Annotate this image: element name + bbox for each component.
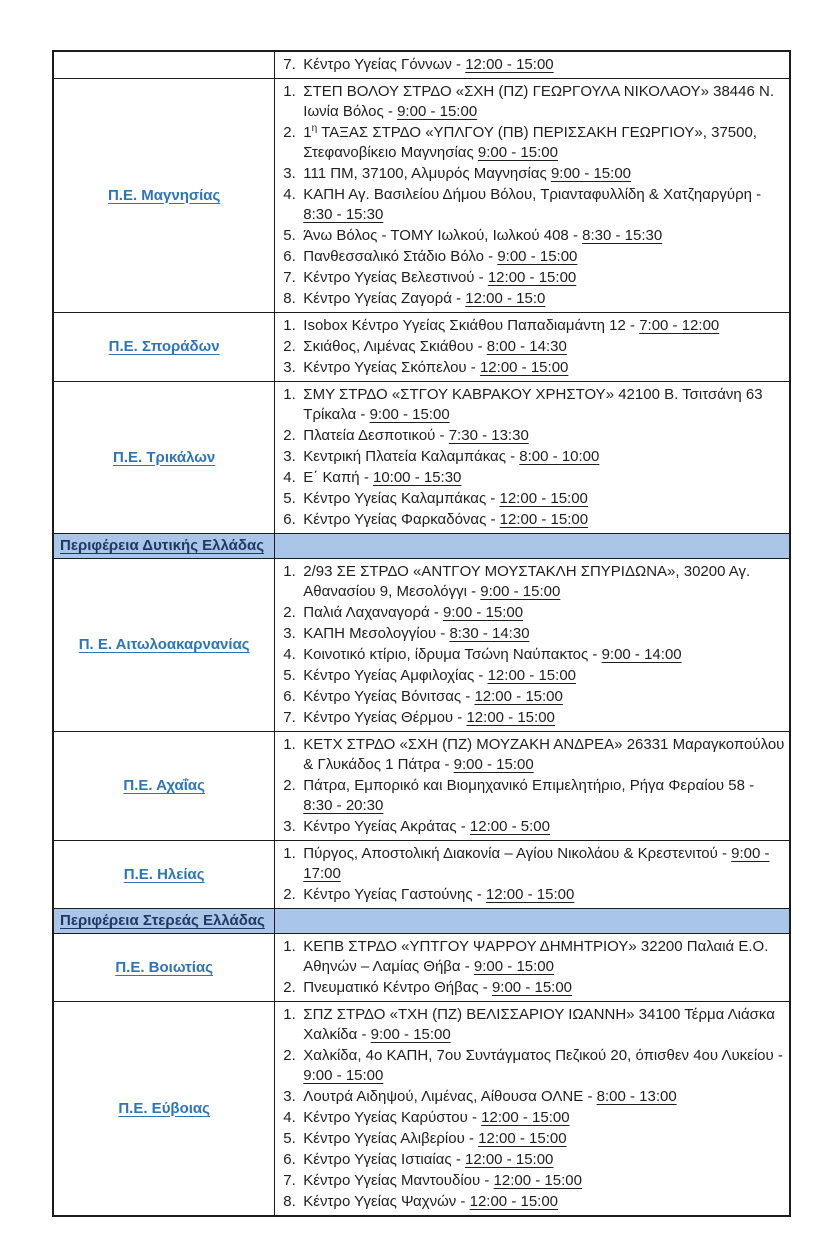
region-cell	[53, 934, 275, 1002]
item-description: 1	[303, 124, 312, 141]
item-number: 4.	[283, 186, 296, 203]
locations-list	[279, 385, 785, 530]
region-group-header: Περιφέρεια Δυτικής Ελλάδας	[60, 537, 265, 554]
location-item	[279, 247, 785, 267]
item-hours: 9:00 - 15:00	[369, 406, 450, 423]
item-description: Κέντρο Υγείας Σκόπελου -	[303, 359, 480, 376]
location-item	[279, 289, 785, 309]
location-item	[279, 708, 785, 728]
item-hours: 9:00 - 15:00	[550, 165, 631, 182]
item-hours: 12:00 - 15:00	[474, 688, 563, 705]
item-number: 7.	[283, 709, 296, 726]
table-row	[53, 841, 790, 909]
item-description: Κέντρο Υγείας Καρύστου -	[303, 1109, 482, 1126]
item-text	[303, 1046, 785, 1086]
locations-cell	[275, 934, 790, 1002]
item-hours: 8:00 - 14:30	[486, 338, 567, 355]
item-text	[303, 817, 785, 837]
item-number: 2.	[283, 338, 296, 355]
item-description: Κέντρο Υγείας Βόνιτσας -	[303, 688, 475, 705]
item-text	[303, 337, 785, 357]
item-description: Isobox Κέντρο Υγείας Σκιάθου Παπαδιαμάντη 12 -	[303, 317, 640, 334]
item-hours: 8:30 - 15:30	[582, 227, 663, 244]
region-header-cell	[53, 534, 275, 559]
region-link[interactable]: Π.Ε. Σποράδων	[108, 338, 220, 355]
item-hours: 12:00 - 15:00	[487, 269, 577, 286]
item-description: ΣΤΕΠ ΒΟΛΟΥ ΣΤΡΔΟ «ΣΧΗ (ΠΖ) ΓΕΩΡΓΟΥΛΑ ΝΙΚΟΛΑΟΥ» 38446 Ν. Ιωνία Βόλος -	[303, 83, 774, 120]
item-number: 5.	[283, 667, 296, 684]
location-item	[279, 603, 785, 623]
item-hours: 12:00 - 15:00	[464, 1151, 554, 1168]
item-number: 7.	[283, 56, 296, 73]
locations-list	[279, 82, 785, 309]
item-hours: 9:00 - 15:00	[473, 958, 554, 975]
item-hours: 10:00 - 15:30	[372, 469, 462, 486]
item-number: 3.	[283, 165, 296, 182]
item-description: ΚΕΤΧ ΣΤΡΔΟ «ΣΧΗ (ΠΖ) ΜΟΥΖΑΚΗ ΑΝΔΡΕΑ» 26331 Μαραγκοπούλου & Γλυκάδος 1 Πάτρα -	[303, 736, 785, 773]
item-number: 4.	[283, 646, 296, 663]
item-description: Χαλκίδα, 4ο ΚΑΠΗ, 7ου Συντάγματος Πεζικού 20, όπισθεν 4ου Λυκείου -	[303, 1047, 783, 1064]
item-text	[303, 1192, 785, 1212]
location-item	[279, 385, 785, 425]
item-number: 3.	[283, 1088, 296, 1105]
locations-cell	[275, 1002, 790, 1217]
item-hours: 9:00 - 15:00	[491, 979, 573, 996]
item-description: Πύργος, Αποστολική Διακονία – Αγίου Νικολάου & Κρεστενιτού -	[303, 845, 732, 862]
locations-list	[279, 562, 785, 728]
item-description: ΚΑΠΗ Αγ. Βασιλείου Δήμου Βόλου, Τριανταφυλλίδη & Χατζηαργύρη -	[303, 186, 762, 203]
locations-cell	[275, 559, 790, 732]
locations-list	[279, 55, 785, 75]
item-hours: 12:00 - 15:00	[499, 490, 588, 507]
item-description: Κεντρική Πλατεία Καλαμπάκας -	[303, 448, 520, 465]
location-item	[279, 1171, 785, 1191]
locations-list	[279, 937, 785, 998]
item-text	[303, 1150, 785, 1170]
location-item	[279, 937, 785, 977]
item-hours: 8:00 - 13:00	[596, 1088, 677, 1105]
location-item	[279, 447, 785, 467]
item-description: Κέντρο Υγείας Θέρμου -	[303, 709, 467, 726]
location-item	[279, 123, 785, 163]
item-number: 5.	[283, 490, 296, 507]
item-number: 2.	[283, 427, 296, 444]
item-description-rest: ΤΑΞΑΣ ΣΤΡΔΟ «ΥΠΛΓΟΥ (ΠΒ) ΠΕΡΙΣΣΑΚΗ ΓΕΩΡΓΙΟΥ», 37500, Στεφανοβίκειο Μαγνησίας	[303, 124, 757, 161]
item-description: Κέντρο Υγείας Ιστιαίας -	[303, 1151, 465, 1168]
location-item	[279, 82, 785, 122]
item-hours: 12:00 - 15:0	[465, 290, 546, 307]
item-text	[303, 666, 785, 686]
item-description: Παλιά Λαχαναγορά -	[303, 604, 444, 621]
location-item	[279, 1108, 785, 1128]
table-row	[53, 732, 790, 841]
item-hours: 8:30 - 20:30	[303, 797, 384, 814]
item-text	[303, 1087, 785, 1107]
item-text	[303, 603, 785, 623]
locations-cell	[275, 841, 790, 909]
item-text	[303, 1108, 785, 1128]
location-item	[279, 624, 785, 644]
region-link[interactable]: Π.Ε. Εύβοιας	[118, 1099, 210, 1117]
item-number: 6.	[283, 511, 296, 528]
item-description: Πανθεσσαλικό Στάδιο Βόλο -	[303, 248, 498, 265]
item-hours: 12:00 - 15:00	[469, 1193, 559, 1210]
item-number: 1.	[283, 938, 296, 955]
item-text	[303, 426, 785, 446]
item-description: Άνω Βόλος - ΤΟΜΥ Ιωλκού, Ιωλκού 408 -	[303, 227, 583, 244]
item-number: 8.	[283, 1193, 296, 1210]
item-number: 2.	[283, 604, 296, 621]
item-number: 2.	[283, 886, 296, 903]
item-superscript: η	[311, 123, 318, 134]
location-item	[279, 510, 785, 530]
locations-list	[279, 1005, 785, 1212]
location-item	[279, 817, 785, 837]
location-item	[279, 1192, 785, 1212]
location-item	[279, 226, 785, 246]
item-number: 3.	[283, 448, 296, 465]
item-hours: 8:00 - 10:00	[519, 448, 600, 465]
item-number: 2.	[283, 1047, 296, 1064]
region-link[interactable]: Π.Ε. Αχαΐας	[123, 777, 205, 794]
item-hours: 12:00 - 15:00	[481, 1109, 570, 1126]
table-row	[53, 1002, 790, 1217]
item-description: Κέντρο Υγείας Ακράτας -	[303, 818, 470, 835]
location-item	[279, 885, 785, 905]
item-text	[303, 624, 785, 644]
item-hours: 12:00 - 15:00	[493, 1172, 582, 1189]
item-hours: 12:00 - 15:00	[465, 56, 554, 73]
region-group-header: Περιφέρεια Στερεάς Ελλάδας	[60, 912, 265, 929]
item-text	[303, 316, 785, 336]
document-page	[0, 50, 840, 1238]
region-header-cell-right	[275, 534, 790, 559]
item-number: 3.	[283, 625, 296, 642]
location-item	[279, 1005, 785, 1045]
item-number: 2.	[283, 979, 296, 996]
item-number: 4.	[283, 1109, 296, 1126]
location-item	[279, 687, 785, 707]
item-text	[303, 510, 785, 530]
region-link[interactable]: Π.Ε. Μαγνησίας	[107, 186, 221, 204]
location-item	[279, 1150, 785, 1170]
item-text	[303, 1129, 785, 1149]
item-number: 8.	[283, 290, 296, 307]
table-row	[53, 934, 790, 1002]
item-number: 6.	[283, 1151, 296, 1168]
region-cell	[53, 79, 275, 313]
item-description: Κέντρο Υγείας Ψαχνών -	[303, 1193, 470, 1210]
item-hours: 9:00 - 15:00	[453, 756, 534, 773]
schedule-table-body	[53, 51, 790, 1216]
item-number: 6.	[283, 248, 296, 265]
item-text	[303, 185, 785, 225]
locations-cell	[275, 313, 790, 382]
item-number: 1.	[283, 386, 296, 403]
item-hours: 12:00 - 5:00	[469, 818, 550, 835]
item-description: 111 ΠΜ, 37100, Αλμυρός Μαγνησίας	[303, 165, 551, 182]
item-hours: 9:00 - 15:00	[497, 248, 578, 265]
item-text	[303, 289, 785, 309]
item-text	[303, 978, 785, 998]
item-hours: 12:00 - 15:00	[485, 886, 575, 903]
item-hours: 9:00 - 15:00	[443, 604, 524, 621]
item-text	[303, 164, 785, 184]
table-row	[53, 313, 790, 382]
item-description: Πνευματικό Κέντρο Θήβας -	[303, 979, 492, 996]
location-item	[279, 1129, 785, 1149]
item-text	[303, 82, 785, 122]
item-text	[303, 468, 785, 488]
item-hours: 9:00 - 15:00	[397, 103, 478, 120]
item-description: Κέντρο Υγείας Βελεστινού -	[303, 269, 488, 286]
item-description: Πάτρα, Εμπορικό και Βιομηχανικό Επιμελητήριο, Ρήγα Φεραίου 58 -	[303, 777, 755, 794]
item-number: 3.	[283, 359, 296, 376]
item-number: 1.	[283, 317, 296, 334]
item-text	[303, 708, 785, 728]
region-link[interactable]: Π. Ε. Αιτωλοακαρνανίας	[78, 636, 250, 653]
item-hours: 12:00 - 15:00	[479, 359, 569, 376]
item-hours: 8:30 - 14:30	[449, 625, 530, 642]
item-description: Κοινοτικό κτίριο, ίδρυμα Τσώνη Ναύπακτος -	[303, 646, 602, 663]
item-number: 1.	[283, 845, 296, 862]
location-item	[279, 185, 785, 225]
item-text	[303, 55, 785, 75]
item-description: Κέντρο Υγείας Αλιβερίου -	[303, 1130, 479, 1147]
item-number: 7.	[283, 269, 296, 286]
table-row	[53, 79, 790, 313]
item-hours: 8:30 - 15:30	[303, 206, 384, 223]
item-text	[303, 735, 785, 775]
item-hours: 7:30 - 13:30	[448, 427, 529, 444]
location-item	[279, 164, 785, 184]
region-cell	[53, 841, 275, 909]
item-number: 6.	[283, 688, 296, 705]
item-text	[303, 385, 785, 425]
item-hours: 12:00 - 15:00	[466, 709, 555, 726]
item-number: 1.	[283, 83, 296, 100]
item-number: 4.	[283, 469, 296, 486]
item-description: 2/93 ΣΕ ΣΤΡΔΟ «ΑΝΤΓΟΥ ΜΟΥΣΤΑΚΛΗ ΣΠΥΡΙΔΩΝΑ», 30200 Αγ. Αθανασίου 9, Μεσολόγγι -	[303, 563, 751, 600]
item-text	[303, 123, 785, 163]
item-text	[303, 776, 785, 816]
location-item	[279, 426, 785, 446]
item-text	[303, 687, 785, 707]
region-header-row	[53, 909, 790, 934]
item-hours: 9:00 - 15:00	[477, 144, 558, 161]
item-text	[303, 1005, 785, 1045]
region-cell	[53, 1002, 275, 1217]
item-description: ΣΜΥ ΣΤΡΔΟ «ΣΤΓΟΥ ΚΑΒΡΑΚΟΥ ΧΡΗΣΤΟΥ» 42100 Β. Τσιτσάνη 63 Τρίκαλα -	[303, 386, 763, 423]
location-item	[279, 489, 785, 509]
location-item	[279, 562, 785, 602]
region-link[interactable]: Π.Ε. Βοιωτίας	[115, 958, 213, 976]
item-description: Κέντρο Υγείας Γαστούνης -	[303, 886, 486, 903]
item-text	[303, 937, 785, 977]
region-header-row	[53, 534, 790, 559]
item-text	[303, 447, 785, 467]
location-item	[279, 337, 785, 357]
item-number: 2.	[283, 777, 296, 794]
item-text	[303, 562, 785, 602]
item-description: Λουτρά Αιδηψού, Λιμένας, Αίθουσα ΟΛΝΕ -	[303, 1088, 597, 1105]
locations-cell	[275, 382, 790, 534]
item-description: Σκιάθος, Λιμένας Σκιάθου -	[303, 338, 487, 355]
region-cell	[53, 313, 275, 382]
item-hours: 9:00 - 15:00	[370, 1026, 451, 1043]
locations-list	[279, 316, 785, 378]
region-link[interactable]: Π.Ε. Τρικάλων	[113, 448, 216, 466]
location-item	[279, 844, 785, 884]
item-description: Κέντρο Υγείας Ζαγορά -	[303, 290, 466, 307]
item-text	[303, 489, 785, 509]
locations-list	[279, 735, 785, 837]
item-number: 2.	[283, 124, 296, 141]
region-cell	[53, 382, 275, 534]
location-item	[279, 666, 785, 686]
region-cell	[53, 559, 275, 732]
item-number: 5.	[283, 227, 296, 244]
item-text	[303, 247, 785, 267]
item-hours: 12:00 - 15:00	[499, 511, 589, 528]
item-hours: 9:00 - 15:00	[480, 583, 561, 600]
locations-cell	[275, 732, 790, 841]
region-link[interactable]: Π.Ε. Ηλείας	[123, 865, 205, 883]
item-number: 5.	[283, 1130, 296, 1147]
location-item	[279, 1046, 785, 1086]
item-hours: 7:00 - 12:00	[639, 317, 720, 334]
item-description: ΣΠΖ ΣΤΡΔΟ «ΤΧΗ (ΠΖ) ΒΕΛΙΣΣΑΡΙΟΥ ΙΩΑΝΝΗ» 34100 Τέρμα Λιάσκα Χαλκίδα -	[303, 1006, 775, 1043]
location-item	[279, 776, 785, 816]
region-cell	[53, 732, 275, 841]
location-item	[279, 645, 785, 665]
table-row	[53, 559, 790, 732]
item-text	[303, 268, 785, 288]
item-number: 1.	[283, 563, 296, 580]
item-hours: 9:00 - 15:00	[303, 1067, 384, 1084]
item-text	[303, 226, 785, 246]
item-text	[303, 1171, 785, 1191]
item-text	[303, 885, 785, 905]
locations-cell	[275, 51, 790, 79]
item-description: ΚΕΠΒ ΣΤΡΔΟ «ΥΠΤΓΟΥ ΨΑΡΡΟΥ ΔΗΜΗΤΡΙΟΥ» 32200 Παλαιά Ε.Ο. Αθηνών – Λαμίας Θήβα -	[303, 938, 769, 975]
location-item	[279, 735, 785, 775]
item-description: ΚΑΠΗ Μεσολογγίου -	[303, 625, 450, 642]
table-row	[53, 51, 790, 79]
item-hours: 9:00 - 17:00	[303, 845, 770, 882]
item-description: Πλατεία Δεσποτικού -	[303, 427, 449, 444]
item-text	[303, 844, 785, 884]
item-description: Κέντρο Υγείας Φαρκαδόνας -	[303, 511, 500, 528]
item-description: Κέντρο Υγείας Μαντουδίου -	[303, 1172, 494, 1189]
region-header-cell-right	[275, 909, 790, 934]
item-number: 1.	[283, 736, 296, 753]
item-description: Κέντρο Υγείας Γόννων -	[303, 56, 466, 73]
item-number: 1.	[283, 1006, 296, 1023]
item-description: Ε΄ Καπή -	[303, 469, 373, 486]
item-number: 7.	[283, 1172, 296, 1189]
item-description: Κέντρο Υγείας Καλαμπάκας -	[303, 490, 500, 507]
schedule-table	[52, 50, 791, 1217]
region-cell	[53, 51, 275, 79]
item-text	[303, 645, 785, 665]
location-item	[279, 358, 785, 378]
item-number: 3.	[283, 818, 296, 835]
item-text	[303, 358, 785, 378]
locations-list	[279, 844, 785, 905]
item-description: Κέντρο Υγείας Αμφιλοχίας -	[303, 667, 488, 684]
item-hours: 9:00 - 14:00	[601, 646, 682, 663]
region-header-cell	[53, 909, 275, 934]
location-item	[279, 468, 785, 488]
location-item	[279, 268, 785, 288]
location-item	[279, 55, 785, 75]
item-hours: 12:00 - 15:00	[478, 1130, 567, 1147]
table-row	[53, 382, 790, 534]
location-item	[279, 978, 785, 998]
location-item	[279, 316, 785, 336]
item-hours: 12:00 - 15:00	[487, 667, 576, 684]
locations-cell	[275, 79, 790, 313]
location-item	[279, 1087, 785, 1107]
